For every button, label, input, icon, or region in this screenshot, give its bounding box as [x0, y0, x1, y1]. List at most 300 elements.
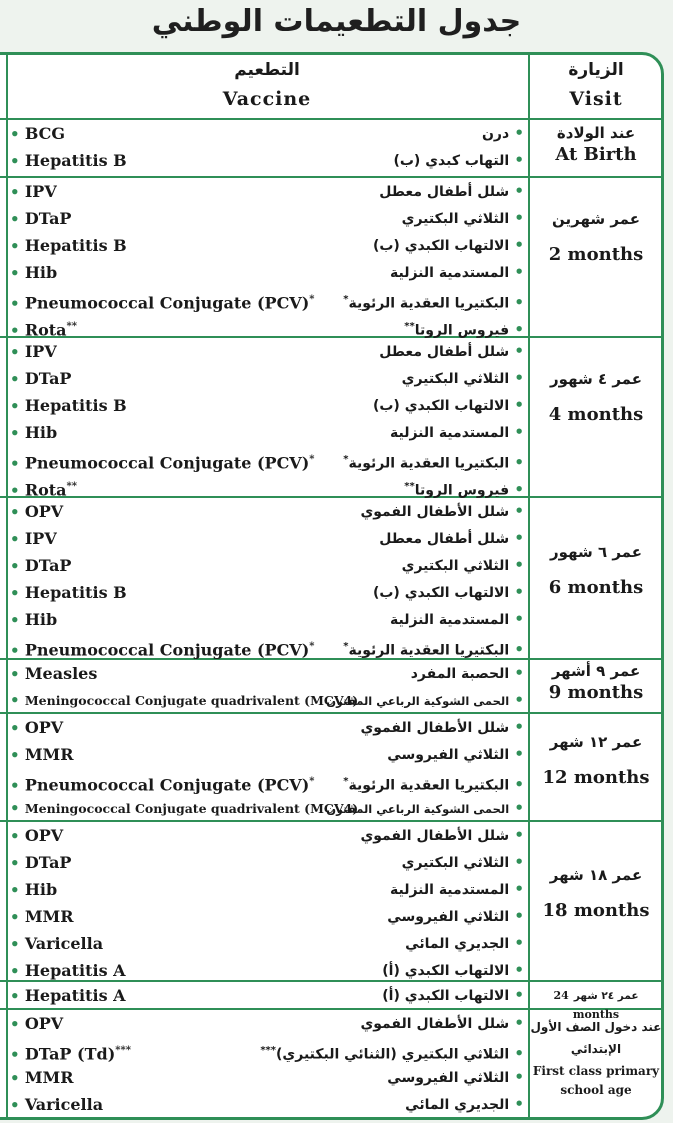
- vaccine-name-en-text: IPV: [24, 182, 57, 201]
- bullet-icon: •: [509, 293, 524, 312]
- vaccine-name-ar-text: شلل الأطفال الفموي: [360, 720, 510, 736]
- page-title: جدول التطعيمات الوطني: [151, 4, 522, 39]
- bullet-icon: •: [10, 584, 25, 602]
- vaccine-name-ar-text: المستدمية النزلية: [390, 425, 510, 441]
- table-row: [10, 849, 524, 876]
- vaccine-name-en: [10, 473, 77, 500]
- vaccine-name-ar: [387, 1064, 524, 1091]
- footnote-marker: **: [404, 481, 415, 492]
- bullet-icon: •: [10, 125, 25, 143]
- vaccine-name-ar: [360, 498, 524, 525]
- footnote-marker: **: [404, 321, 415, 332]
- vaccine-header-ar: التطعيم: [234, 60, 300, 80]
- vaccine-name-en-text: Meningococcal Conjugate quadrivalent (MCV4): [24, 801, 359, 816]
- vaccine-name-ar: [405, 930, 524, 957]
- table-row: [10, 579, 524, 606]
- vaccine-name-en: [10, 795, 358, 822]
- bullet-icon: •: [10, 691, 25, 709]
- vaccine-name-en-text: OPV: [24, 1014, 64, 1033]
- vaccine-name-ar: [482, 120, 524, 147]
- bullet-icon: •: [509, 664, 524, 682]
- table-row: [10, 392, 524, 419]
- vaccine-name-en-text: MMR: [24, 745, 74, 764]
- vaccine-name-ar-text: البكتيريا العقدية الرئوية: [348, 295, 510, 312]
- vaccine-name-en: [10, 714, 63, 741]
- vaccine-name-en: [10, 259, 57, 286]
- bullet-icon: •: [509, 718, 524, 736]
- visit-label-en: 9 months: [548, 682, 644, 703]
- bullet-icon: •: [509, 745, 524, 763]
- bullet-icon: •: [509, 369, 524, 387]
- vaccine-name-en: [10, 660, 97, 687]
- bullet-icon: •: [10, 210, 25, 228]
- bullet-icon: •: [10, 237, 25, 255]
- visit-header-ar: الزيارة: [568, 60, 624, 80]
- bullet-icon: •: [10, 854, 25, 872]
- vaccine-name-en-text: Hepatitis B: [24, 396, 127, 415]
- vaccine-name-en-text: MMR: [24, 907, 74, 926]
- bullet-icon: •: [10, 611, 25, 629]
- vaccine-name-ar-text: الثلاثي البكتيري: [401, 211, 510, 227]
- vaccine-name-en-text: BCG: [24, 124, 66, 143]
- vaccine-name-ar: [379, 338, 524, 365]
- vaccine-name-en-text: OPV: [24, 826, 64, 845]
- vaccine-name-en-text: Pneumococcal Conjugate (PCV): [24, 453, 310, 473]
- vaccine-name-en: [10, 286, 315, 313]
- visit-label-en: 2 months: [548, 244, 644, 265]
- table-row: [10, 930, 524, 957]
- table-row: [10, 147, 524, 174]
- table-row: [10, 795, 524, 822]
- vaccine-header-en: Vaccine: [222, 88, 312, 110]
- bullet-icon: •: [10, 183, 25, 201]
- table-row: [10, 338, 524, 365]
- bullet-icon: •: [10, 641, 25, 660]
- vaccine-name-en-text: Rota: [24, 480, 67, 500]
- vaccine-name-en-text: Hib: [24, 880, 58, 899]
- bullet-icon: •: [10, 481, 25, 500]
- vaccine-name-en-text: DTaP: [24, 556, 72, 575]
- footnote-marker: *: [343, 294, 349, 305]
- vaccine-name-en: [10, 957, 126, 984]
- visit-cell: [530, 543, 662, 598]
- vaccine-name-ar-text: الجديري المائي: [405, 1097, 510, 1113]
- vaccine-name-en-text: Pneumococcal Conjugate (PCV): [24, 775, 310, 795]
- visit-cell: [530, 866, 662, 921]
- vaccine-name-en: [10, 419, 57, 446]
- vaccine-name-en-text: Hepatitis A: [24, 986, 126, 1005]
- bullet-icon: •: [10, 719, 25, 737]
- bullet-icon: •: [509, 826, 524, 844]
- vaccine-name-en-text: MMR: [24, 1068, 74, 1087]
- visit-label-en: 4 months: [548, 404, 644, 425]
- vaccine-name-en: [10, 903, 74, 930]
- vaccine-name-ar-text: فيروس الروتا: [414, 322, 510, 339]
- visit-label-ar: عمر ١٨ شهر: [549, 866, 643, 884]
- vaccine-name-en: [10, 446, 315, 473]
- table-row: [10, 259, 524, 286]
- vaccine-name-ar-text: شلل الأطفال الفموي: [360, 504, 510, 520]
- vaccine-name-ar-text: الثلاثي الفيروسي: [387, 909, 510, 925]
- vaccine-name-en: [10, 205, 71, 232]
- footnote-marker: *: [309, 776, 315, 787]
- visit-cell: [530, 210, 662, 265]
- table-row: [10, 957, 524, 984]
- vaccine-name-ar-text: الحمى الشوكية الرباعي المقترن: [326, 802, 510, 816]
- vaccine-name-ar-text: الالتهاب الكبدي (ب): [372, 238, 510, 254]
- vaccine-name-ar-text: البكتيريا العقدية الرئوية: [348, 642, 510, 659]
- vaccine-name-ar: [390, 259, 524, 286]
- table-row: [10, 982, 524, 1009]
- table-row: [10, 498, 524, 525]
- bullet-icon: •: [509, 799, 524, 817]
- vaccine-name-en: [10, 178, 57, 205]
- vaccine-name-ar-text: البكتيريا العقدية الرئوية: [348, 777, 510, 794]
- footnote-marker: **: [66, 481, 78, 492]
- vaccine-name-ar-text: الحمى الشوكية الرباعي المقترن: [326, 694, 510, 708]
- vaccine-name-ar-text: شلل أطفال معطل: [379, 184, 510, 200]
- table-row: [10, 178, 524, 205]
- table-row: [10, 313, 524, 340]
- table-row: [10, 822, 524, 849]
- vaccine-name-ar: [379, 178, 524, 205]
- visit-label-en: 18 months: [542, 900, 650, 921]
- bullet-icon: •: [509, 209, 524, 227]
- vaccine-name-ar: [360, 1010, 524, 1037]
- vaccine-name-ar: [343, 768, 524, 795]
- vaccine-name-ar: [387, 741, 524, 768]
- vaccine-name-en: [10, 982, 126, 1009]
- vaccine-name-en: [10, 849, 71, 876]
- bullet-icon: •: [509, 880, 524, 898]
- bullet-icon: •: [509, 151, 524, 169]
- bullet-icon: •: [10, 1015, 25, 1033]
- visit-cell: [530, 1016, 662, 1100]
- vaccine-name-ar: [373, 232, 524, 259]
- bullet-icon: •: [509, 480, 524, 499]
- vaccine-name-en-text: DTaP (Td): [24, 1044, 116, 1064]
- vaccine-name-ar: [373, 579, 524, 606]
- vaccine-name-en: [10, 338, 57, 365]
- bullet-icon: •: [509, 396, 524, 414]
- vaccine-name-ar: [343, 286, 524, 313]
- bullet-icon: •: [509, 691, 524, 709]
- footnote-marker: ***: [115, 1045, 131, 1056]
- bullet-icon: •: [10, 530, 25, 548]
- table-row: [10, 120, 524, 147]
- table-row: [10, 552, 524, 579]
- table-row: [10, 286, 524, 313]
- bullet-icon: •: [509, 1044, 524, 1063]
- vaccine-name-en-text: DTaP: [24, 209, 72, 228]
- bullet-icon: •: [509, 640, 524, 659]
- vaccine-name-ar: [382, 957, 524, 984]
- vaccine-name-ar: [360, 822, 524, 849]
- bullet-icon: •: [509, 556, 524, 574]
- vaccine-name-ar: [393, 147, 524, 174]
- table-row: [10, 903, 524, 930]
- vaccine-name-en: [10, 1010, 63, 1037]
- bullet-icon: •: [509, 583, 524, 601]
- table-row: [10, 365, 524, 392]
- vaccine-name-en-text: Hepatitis A: [24, 961, 126, 980]
- table-row: [10, 1091, 524, 1118]
- vaccine-name-ar-text: فيروس الروتا: [414, 482, 510, 499]
- vaccine-name-ar-text: شلل أطفال معطل: [379, 531, 510, 547]
- visit-label-ar: عند الولادة: [556, 124, 636, 142]
- bullet-icon: •: [509, 853, 524, 871]
- bullet-icon: •: [509, 182, 524, 200]
- visit-cell: [530, 733, 662, 788]
- vaccine-name-ar: [402, 849, 524, 876]
- vaccine-name-ar-text: شلل الأطفال الفموي: [360, 828, 510, 844]
- vaccine-name-en-text: Hepatitis B: [24, 583, 127, 602]
- bullet-icon: •: [10, 343, 25, 361]
- vaccine-name-ar-text: شلل الأطفال الفموي: [360, 1016, 510, 1032]
- vaccine-name-ar: [382, 982, 524, 1009]
- footnote-marker: ***: [260, 1045, 277, 1056]
- bullet-icon: •: [10, 1045, 25, 1064]
- vaccine-name-en: [10, 768, 315, 795]
- bullet-icon: •: [509, 263, 524, 281]
- bullet-icon: •: [509, 502, 524, 520]
- visit-label-ar: عمر ٩ أشهر: [551, 662, 641, 680]
- visit-label-ar: عمر ١٢ شهر: [549, 733, 643, 751]
- table-row: [10, 419, 524, 446]
- vaccine-name-en: [10, 606, 57, 633]
- bullet-icon: •: [509, 453, 524, 472]
- vaccine-name-ar-text: المستدمية النزلية: [390, 612, 510, 628]
- vaccine-name-en-text: IPV: [24, 342, 57, 361]
- bullet-icon: •: [10, 152, 25, 170]
- footnote-marker: *: [343, 776, 349, 787]
- bullet-icon: •: [509, 529, 524, 547]
- visit-label-ar: عمر ٤ شهور: [550, 370, 642, 388]
- vaccine-name-ar: [373, 392, 524, 419]
- bullet-icon: •: [509, 961, 524, 979]
- vaccine-name-ar: [343, 446, 524, 473]
- vaccine-name-ar-text: التهاب كبدي (ب): [393, 153, 510, 169]
- bullet-icon: •: [509, 1068, 524, 1086]
- vaccine-name-en: [10, 392, 127, 419]
- visit-label-en: At Birth: [555, 144, 637, 165]
- vaccine-name-ar: [360, 714, 524, 741]
- vaccine-name-ar-text: الثلاثي البكتيري: [401, 558, 510, 574]
- vaccine-name-en: [10, 1064, 74, 1091]
- vaccine-name-en: [10, 232, 127, 259]
- vaccine-name-en-text: OPV: [24, 718, 64, 737]
- bullet-icon: •: [509, 1095, 524, 1113]
- vaccine-name-en-text: DTaP: [24, 853, 72, 872]
- vaccine-name-ar: [404, 313, 524, 340]
- bullet-icon: •: [10, 294, 25, 313]
- table-row: [10, 768, 524, 795]
- bullet-icon: •: [10, 397, 25, 415]
- vaccine-name-ar: [402, 552, 524, 579]
- vaccine-name-en-text: Varicella: [24, 934, 104, 953]
- vaccine-name-ar-text: الالتهاب الكبدي (ب): [372, 585, 510, 601]
- bullet-icon: •: [10, 557, 25, 575]
- bullet-icon: •: [509, 124, 524, 142]
- table-row: [10, 1010, 524, 1037]
- bullet-icon: •: [10, 799, 25, 817]
- vaccine-name-en-text: Hib: [24, 610, 58, 629]
- vaccine-name-ar: [411, 660, 524, 687]
- table-row: [10, 660, 524, 687]
- bullet-icon: •: [509, 236, 524, 254]
- vaccine-name-en: [10, 876, 57, 903]
- bullet-icon: •: [509, 986, 524, 1004]
- bullet-icon: •: [10, 881, 25, 899]
- table-row: [10, 687, 524, 714]
- vaccine-name-en: [10, 498, 63, 525]
- vaccine-name-en-text: IPV: [24, 529, 57, 548]
- vaccine-name-ar-text: الثلاثي البكتيري (الثنائي البكتيري): [276, 1046, 510, 1063]
- vaccine-name-en: [10, 147, 127, 174]
- vaccine-name-ar-text: درن: [481, 126, 510, 142]
- vaccine-name-ar: [379, 525, 524, 552]
- vaccine-name-en-text: Hib: [24, 263, 58, 282]
- bullet-icon: •: [10, 321, 25, 340]
- table-row: [10, 876, 524, 903]
- vaccine-name-en-text: Pneumococcal Conjugate (PCV): [24, 293, 310, 313]
- vaccine-name-ar: [402, 365, 524, 392]
- visit-label-en: First class primary school age: [532, 1064, 660, 1097]
- vaccine-name-en-text: Hepatitis B: [24, 151, 127, 170]
- vaccine-name-en: [10, 1091, 103, 1118]
- vaccine-name-en: [10, 120, 65, 147]
- footnote-marker: *: [309, 641, 315, 652]
- bullet-icon: •: [10, 908, 25, 926]
- bullet-icon: •: [10, 503, 25, 521]
- visit-label-ar: عمر ٦ شهور: [550, 543, 642, 561]
- visit-label-en: 24 months: [553, 989, 620, 1021]
- bullet-icon: •: [10, 935, 25, 953]
- table-row: [10, 1037, 524, 1064]
- visit-label-ar: عند دخول الصف الأول الإبتدائي: [530, 1020, 662, 1056]
- vaccine-name-en-text: Rota: [24, 320, 67, 340]
- vaccine-name-ar: [326, 795, 524, 822]
- table-row: [10, 606, 524, 633]
- table-row: [10, 1064, 524, 1091]
- vaccine-name-ar-text: الالتهاب الكبدي (أ): [382, 988, 510, 1004]
- vaccine-name-ar-text: الثلاثي الفيروسي: [387, 747, 510, 763]
- vaccine-name-en: [10, 313, 77, 340]
- bullet-icon: •: [509, 934, 524, 952]
- table-row: [10, 232, 524, 259]
- visit-header-en: Visit: [569, 88, 623, 110]
- vaccine-name-en: [10, 687, 358, 714]
- footnote-marker: *: [309, 454, 315, 465]
- vaccine-name-en: [10, 822, 63, 849]
- bullet-icon: •: [10, 424, 25, 442]
- left-divider: [6, 55, 8, 1118]
- vaccine-name-en-text: Measles: [24, 664, 98, 683]
- vaccine-name-ar: [390, 606, 524, 633]
- bullet-icon: •: [10, 370, 25, 388]
- vaccine-name-ar: [390, 876, 524, 903]
- table-row: [10, 205, 524, 232]
- vaccine-name-ar-text: الالتهاب الكبدي (ب): [372, 398, 510, 414]
- table-row: [10, 741, 524, 768]
- vaccine-name-ar-text: الالتهاب الكبدي (أ): [382, 963, 510, 979]
- table-row: [10, 525, 524, 552]
- bullet-icon: •: [509, 775, 524, 794]
- vaccine-name-en: [10, 552, 71, 579]
- vaccine-name-ar: [390, 419, 524, 446]
- bullet-icon: •: [10, 1096, 25, 1114]
- bullet-icon: •: [509, 320, 524, 339]
- bullet-icon: •: [509, 342, 524, 360]
- vaccine-name-en: [10, 741, 74, 768]
- vaccine-name-en: [10, 930, 103, 957]
- table-row: [10, 473, 524, 500]
- bullet-icon: •: [10, 454, 25, 473]
- bullet-icon: •: [10, 1069, 25, 1087]
- table-row: [10, 446, 524, 473]
- visit-label-en: 12 months: [542, 767, 650, 788]
- footnote-marker: *: [343, 641, 349, 652]
- vaccine-name-ar: [404, 473, 524, 500]
- vaccine-name-ar: [326, 687, 524, 714]
- vaccine-name-en: [10, 365, 71, 392]
- bullet-icon: •: [10, 987, 25, 1005]
- bullet-icon: •: [10, 962, 25, 980]
- vaccine-name-ar: [260, 1037, 524, 1064]
- bullet-icon: •: [509, 907, 524, 925]
- vaccine-name-en-text: Hib: [24, 423, 58, 442]
- vaccine-name-ar: [405, 1091, 524, 1118]
- footnote-marker: *: [343, 454, 349, 465]
- vaccine-name-en: [10, 633, 315, 660]
- visit-label-en: 6 months: [548, 577, 644, 598]
- bullet-icon: •: [509, 423, 524, 441]
- vaccine-name-en-text: Pneumococcal Conjugate (PCV): [24, 640, 310, 660]
- vaccine-name-ar-text: الثلاثي الفيروسي: [387, 1070, 510, 1086]
- vaccine-name-ar-text: شلل أطفال معطل: [379, 344, 510, 360]
- visit-label-ar: عمر شهرين: [552, 210, 640, 228]
- vaccine-name-ar-text: المستدمية النزلية: [390, 882, 510, 898]
- vaccine-name-ar-text: المستدمية النزلية: [390, 265, 510, 281]
- vaccine-name-ar-text: البكتيريا العقدية الرئوية: [348, 455, 510, 472]
- vaccine-name-ar: [402, 205, 524, 232]
- vaccine-name-ar-text: الجديري المائي: [405, 936, 510, 952]
- table-row: [10, 633, 524, 660]
- vaccine-name-en: [10, 1037, 131, 1064]
- footnote-marker: **: [66, 321, 78, 332]
- visit-cell: [530, 124, 662, 165]
- vaccine-name-en: [10, 525, 57, 552]
- vaccine-name-ar: [343, 633, 524, 660]
- vaccine-name-ar-text: الثلاثي البكتيري: [401, 855, 510, 871]
- vaccine-name-en-text: Varicella: [24, 1095, 104, 1114]
- bullet-icon: •: [10, 665, 25, 683]
- vaccine-name-ar-text: الثلاثي البكتيري: [401, 371, 510, 387]
- bullet-icon: •: [10, 746, 25, 764]
- bullet-icon: •: [10, 264, 25, 282]
- footnote-marker: *: [309, 294, 315, 305]
- visit-label-ar: عمر ٢٤ شهر: [573, 990, 639, 1002]
- vaccine-name-en-text: OPV: [24, 502, 64, 521]
- vaccine-name-en-text: DTaP: [24, 369, 72, 388]
- vaccine-name-en: [10, 579, 127, 606]
- vaccine-name-en-text: Hepatitis B: [24, 236, 127, 255]
- vaccine-name-ar: [387, 903, 524, 930]
- visit-cell: [530, 662, 662, 703]
- bullet-icon: •: [509, 1014, 524, 1032]
- vaccine-name-ar-text: الحصبة المفرد: [410, 666, 510, 682]
- vaccine-name-en-text: Meningococcal Conjugate quadrivalent (MCV4): [24, 693, 359, 708]
